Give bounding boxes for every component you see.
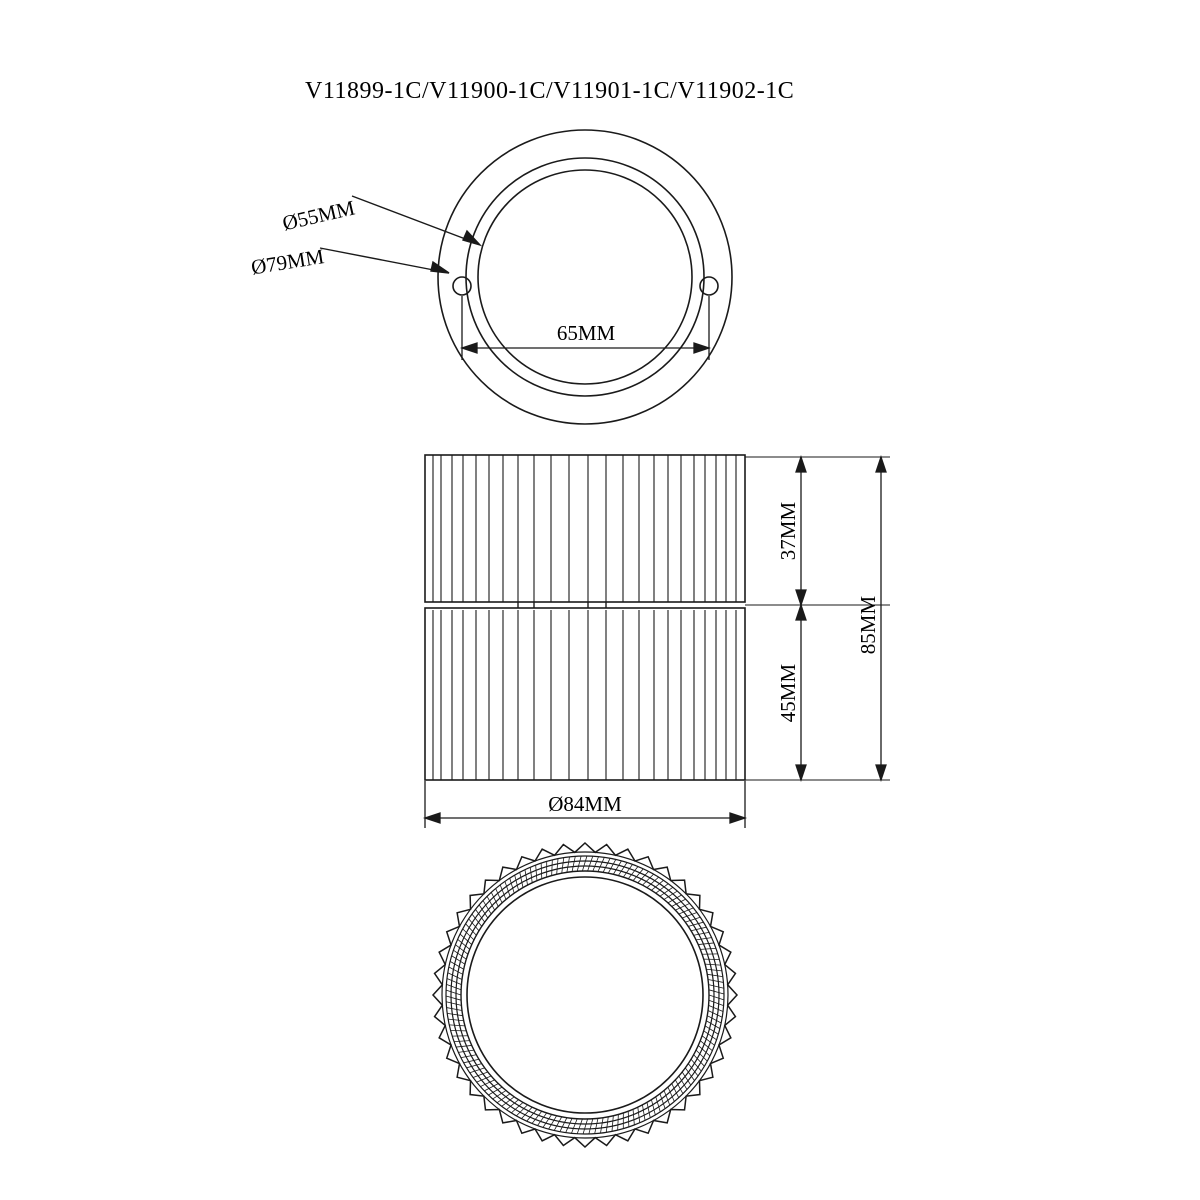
top-view-outer-circle: [438, 130, 732, 424]
front-view: [425, 455, 745, 780]
dim-label-hole-spacing: 65MM: [556, 321, 616, 345]
bottom-view-fluted-edge: [433, 843, 737, 1147]
leader-dia55: [352, 196, 480, 245]
bottom-view-knurl-texture: [446, 856, 724, 1134]
front-view-upper-ribs: [433, 455, 736, 602]
front-view-lower-band: [425, 608, 745, 780]
bottom-view-outer-ring-3: [451, 861, 719, 1129]
front-view-band-connectors: [518, 602, 606, 608]
bottom-view-inner-disc: [467, 877, 703, 1113]
top-view-middle-circle: [466, 158, 704, 396]
dim-label-shade-diameter: Ø84MM: [548, 792, 622, 816]
front-view-lower-ribs: [433, 610, 736, 780]
front-view-upper-band: [425, 455, 745, 602]
dim-label-upper-band-height: 37MM: [776, 501, 800, 561]
mounting-hole-left: [453, 277, 471, 295]
bottom-view: [433, 843, 737, 1147]
mounting-hole-right: [700, 277, 718, 295]
dim-label-overall-height: 85MM: [856, 595, 880, 655]
top-view: [438, 130, 732, 424]
bottom-view-outer-ring-5: [461, 871, 709, 1119]
dim-label-lower-band-height: 45MM: [776, 663, 800, 723]
dim-label-dia55: Ø55MM: [280, 195, 358, 236]
page-title: V11899-1C/V11900-1C/V11901-1C/V11902-1C: [305, 78, 795, 104]
leader-dia79: [320, 248, 449, 273]
dim-label-dia79: Ø79MM: [249, 244, 326, 280]
bottom-view-outer-ring-1: [442, 852, 728, 1138]
top-view-inner-circle: [478, 170, 692, 384]
